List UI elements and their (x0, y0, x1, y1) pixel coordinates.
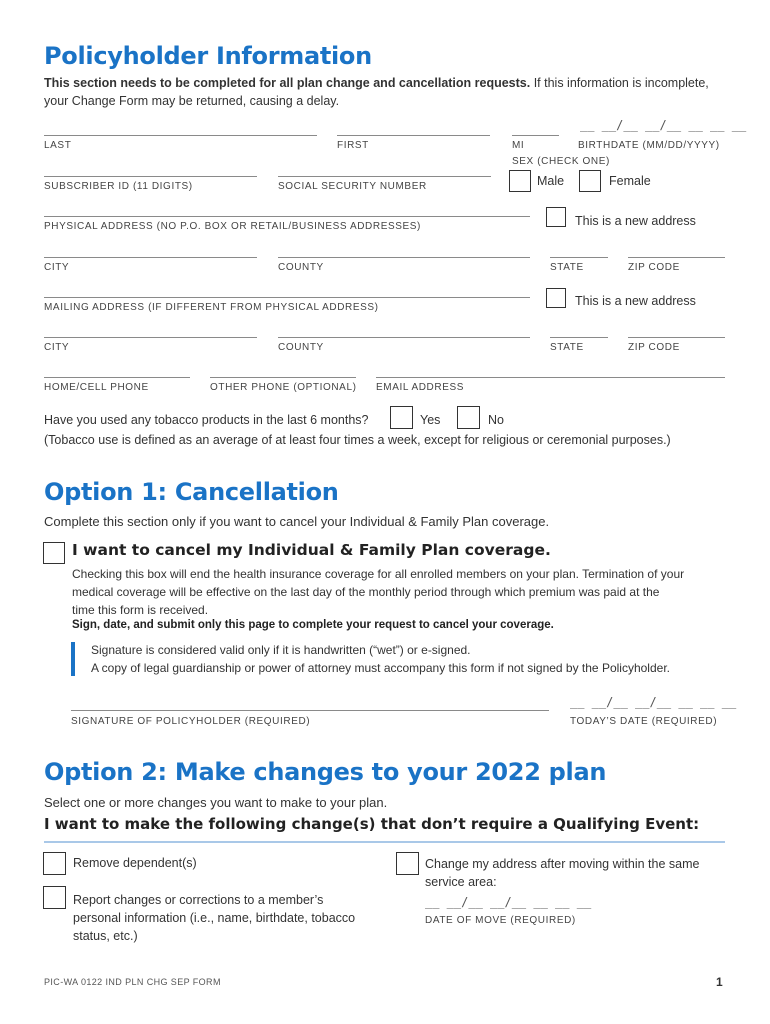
change-address-label (425, 855, 699, 891)
mailing-address-label: MAILING ADDRESS (IF DIFFERENT FROM PHYSICAL ADDRESS) (44, 302, 379, 313)
cancel-coverage-checkbox[interactable] (43, 542, 65, 564)
option2-heading: I want to make the following change(s) that don’t require a Qualifying Event: (44, 815, 700, 833)
male-label: Male (537, 174, 565, 188)
option1-subtitle: Complete this section only if you want to cancel your Individual & Family Plan coverage. (44, 514, 550, 529)
ssn-field[interactable] (278, 176, 491, 177)
mailing-city-field[interactable] (44, 337, 257, 338)
mailing-zip-field[interactable] (628, 337, 725, 338)
new-mailing-address-label: This is a new address (575, 294, 696, 308)
first-name-field[interactable] (337, 135, 490, 136)
tobacco-yes-checkbox[interactable] (390, 406, 413, 429)
state-label: STATE (550, 262, 584, 273)
cancel-body-line2: medical coverage will be effective on the last day of the monthly period through which premium was paid at the (72, 585, 660, 599)
report-line1: Report changes or corrections to a member’s (73, 893, 324, 907)
ssn-label: SOCIAL SECURITY NUMBER (278, 181, 427, 192)
subscriber-id-field[interactable] (44, 176, 257, 177)
mailing-state-field[interactable] (550, 337, 608, 338)
mi-field[interactable] (512, 135, 559, 136)
email-label: EMAIL ADDRESS (376, 382, 465, 393)
move-date-label: DATE OF MOVE (REQUIRED) (425, 915, 576, 926)
other-phone-field[interactable] (210, 377, 356, 378)
new-mailing-address-checkbox[interactable] (546, 288, 566, 308)
new-physical-address-checkbox[interactable] (546, 207, 566, 227)
physical-address-field[interactable] (44, 216, 530, 217)
intro-rest: If this information is incomplete, (530, 76, 709, 90)
zip-label: ZIP CODE (628, 262, 680, 273)
signature-note2: A copy of legal guardianship or power of attorney must accompany this form if not signed by the Policyholder. (91, 661, 670, 675)
option2-title: Option 2: Make changes to your 2022 plan (44, 758, 607, 786)
signature-notes (91, 641, 670, 677)
report-line2: personal information (i.e., name, birthdate, tobacco (73, 911, 356, 925)
option2-subtitle: Select one or more changes you want to make to your plan. (44, 795, 388, 810)
option2-rule (44, 841, 725, 843)
cancel-body (72, 565, 732, 619)
female-label: Female (609, 174, 651, 188)
last-name-field[interactable] (44, 135, 317, 136)
city-field[interactable] (44, 257, 257, 258)
cancel-body-line1: Checking this box will end the health insurance coverage for all enrolled members on your plan. Termination of your (72, 567, 685, 581)
tobacco-question: Have you used any tobacco products in the last 6 months? (44, 413, 369, 427)
signature-label: SIGNATURE OF POLICYHOLDER (REQUIRED) (71, 716, 311, 727)
tobacco-no-label: No (488, 413, 504, 427)
birthdate-label: BIRTHDATE (MM/DD/YYYY) (578, 140, 720, 151)
note-accent-bar (71, 642, 75, 676)
mailing-county-label: COUNTY (278, 342, 324, 353)
tobacco-yes-label: Yes (420, 413, 441, 427)
mailing-state-label: STATE (550, 342, 584, 353)
remove-dependent-label: Remove dependent(s) (73, 856, 197, 870)
report-changes-label (73, 891, 355, 945)
subscriber-id-label: SUBSCRIBER ID (11 DIGITS) (44, 181, 193, 192)
county-field[interactable] (278, 257, 530, 258)
change-address-checkbox[interactable] (396, 852, 419, 875)
todays-date-label: TODAY’S DATE (REQUIRED) (570, 716, 718, 727)
physical-address-label: PHYSICAL ADDRESS (NO P.O. BOX OR RETAIL/BUSINESS ADDRESSES) (44, 221, 421, 232)
option1-title: Option 1: Cancellation (44, 478, 339, 506)
cancel-coverage-label: I want to cancel my Individual & Family Plan coverage. (72, 541, 551, 559)
state-field[interactable] (550, 257, 608, 258)
mailing-address-field[interactable] (44, 297, 530, 298)
email-field[interactable] (376, 377, 725, 378)
home-phone-label: HOME/CELL PHONE (44, 382, 149, 393)
page-number: 1 (716, 975, 723, 989)
home-phone-field[interactable] (44, 377, 190, 378)
policyholder-intro (44, 74, 744, 110)
move-date-field[interactable]: __ __/__ __/__ __ __ __ (425, 895, 592, 909)
mailing-zip-label: ZIP CODE (628, 342, 680, 353)
mailing-city-label: CITY (44, 342, 70, 353)
form-code: PIC-WA 0122 IND PLN CHG SEP FORM (44, 977, 221, 987)
change-address-line2: service area: (425, 875, 497, 889)
sign-instruction: Sign, date, and submit only this page to complete your request to cancel your coverage. (72, 619, 554, 631)
todays-date-field[interactable]: __ __/__ __/__ __ __ __ (570, 695, 737, 709)
signature-note1: Signature is considered valid only if it is handwritten (“wet”) or e-signed. (91, 643, 471, 657)
report-line3: status, etc.) (73, 929, 138, 943)
first-label: FIRST (337, 140, 369, 151)
tobacco-note: (Tobacco use is defined as an average of at least four times a week, except for religious or ceremonial purposes.) (44, 433, 671, 447)
intro-bold: This section needs to be completed for all plan change and cancellation requests. (44, 76, 531, 90)
zip-field[interactable] (628, 257, 725, 258)
mi-label: MI (512, 140, 525, 151)
new-physical-address-label: This is a new address (575, 214, 696, 228)
sex-label: SEX (CHECK ONE) (512, 156, 610, 167)
female-checkbox[interactable] (579, 170, 601, 192)
other-phone-label: OTHER PHONE (OPTIONAL) (210, 382, 357, 393)
intro-line2: your Change Form may be returned, causing a delay. (44, 94, 340, 108)
last-label: LAST (44, 140, 72, 151)
policyholder-title: Policyholder Information (44, 42, 372, 70)
tobacco-no-checkbox[interactable] (457, 406, 480, 429)
remove-dependent-checkbox[interactable] (43, 852, 66, 875)
county-label: COUNTY (278, 262, 324, 273)
signature-field[interactable] (71, 710, 549, 711)
birthdate-field[interactable]: __ __/__ __/__ __ __ __ (580, 118, 747, 132)
male-checkbox[interactable] (509, 170, 531, 192)
city-label: CITY (44, 262, 70, 273)
change-address-line1: Change my address after moving within the same (425, 857, 700, 871)
report-changes-checkbox[interactable] (43, 886, 66, 909)
cancel-body-line3: time this form is received. (72, 603, 209, 617)
mailing-county-field[interactable] (278, 337, 530, 338)
